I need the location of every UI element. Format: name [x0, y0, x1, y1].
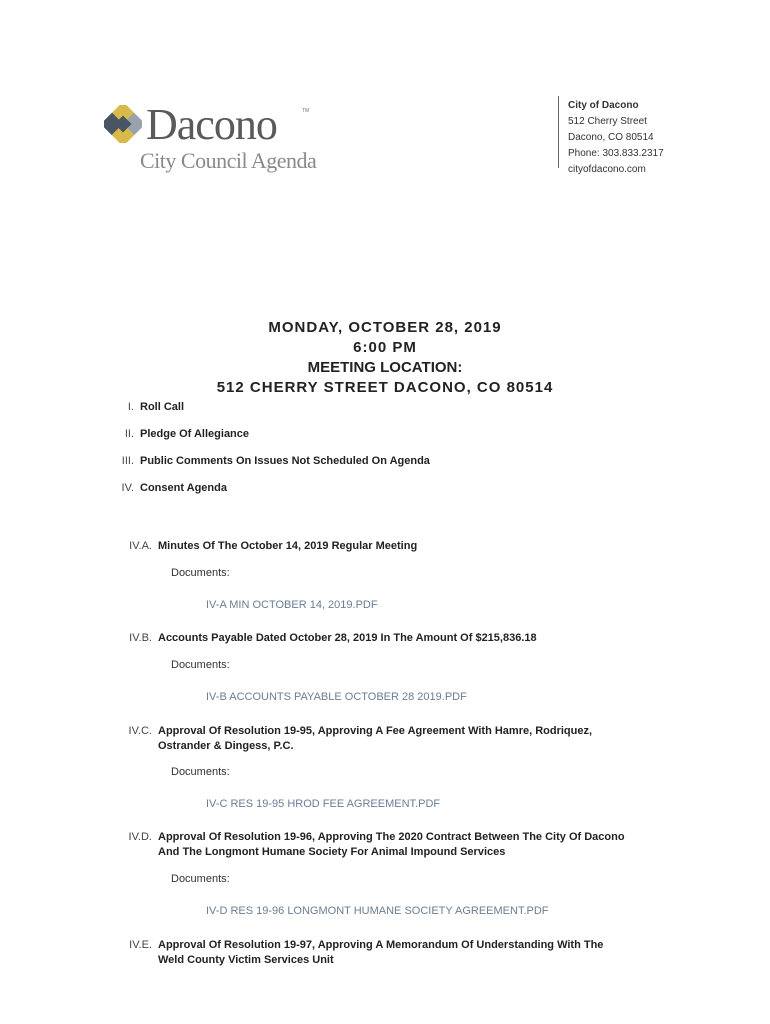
agenda-item-title: Consent Agenda — [140, 482, 227, 494]
meeting-address: 512 CHERRY STREET DACONO, CO 80514 — [216, 379, 554, 396]
document-link[interactable]: IV-D RES 19-96 LONGMONT HUMANE SOCIETY AGREEMENT.PDF — [206, 905, 549, 917]
agenda-item-number: IV. — [121, 482, 134, 494]
agenda-subitem-title: Approval Of Resolution 19-95, Approving A Fee Agreement With Hamre, Rodriquez, — [158, 725, 593, 737]
agenda-subitem-iv-a — [0, 539, 770, 554]
agenda-subitem-title: Minutes Of The October 14, 2019 Regular Meeting — [158, 540, 418, 552]
city-logo — [104, 100, 344, 180]
documents-label: Documents: — [171, 567, 230, 579]
agenda-subitem-number: IV.D. — [128, 831, 152, 843]
contact-phone: Phone: 303.833.2317 — [568, 148, 664, 159]
agenda-subitem-iv-d — [0, 830, 770, 860]
agenda-subtitle: City Council Agenda — [140, 148, 317, 173]
trademark-mark: TM — [302, 108, 310, 114]
meeting-time: 6:00 PM — [353, 339, 417, 356]
agenda-item-number: III. — [121, 455, 134, 467]
agenda-subitem-number: IV.E. — [129, 939, 152, 951]
agenda-subitem-iv-b — [0, 631, 770, 646]
contact-website[interactable]: cityofdacono.com — [568, 164, 646, 175]
agenda-subitem-title: Approval Of Resolution 19-96, Approving The 2020 Contract Between The City Of Dacono — [158, 831, 625, 843]
agenda-item-number: I. — [127, 401, 134, 413]
documents-label: Documents: — [171, 766, 230, 778]
agenda-subitem-title-line-2: Weld County Victim Services Unit — [158, 954, 334, 966]
brand-name: Dacono — [146, 100, 277, 149]
agenda-item-title: Roll Call — [140, 401, 185, 413]
agenda-subitem-iv-c — [0, 724, 770, 754]
agenda-subitem-title-line-2: And The Longmont Humane Society For Animal Impound Services — [158, 846, 506, 858]
agenda-item-pledge — [0, 427, 770, 442]
dacono-logo-mark-icon — [104, 105, 142, 143]
contact-city: Dacono, CO 80514 — [568, 132, 654, 143]
agenda-subitem-iv-e — [0, 938, 770, 968]
contact-street: 512 Cherry Street — [568, 116, 647, 127]
documents-label: Documents: — [171, 659, 230, 671]
contact-block — [568, 98, 664, 178]
agenda-item-title: Public Comments On Issues Not Scheduled On Agenda — [140, 455, 430, 467]
meeting-location-label: MEETING LOCATION: — [307, 359, 463, 376]
document-link[interactable]: IV-C RES 19-95 HROD FEE AGREEMENT.PDF — [206, 798, 441, 810]
contact-org: City of Dacono — [568, 100, 639, 111]
agenda-item-public-comments — [0, 454, 770, 469]
agenda-subitem-number: IV.A. — [129, 540, 152, 552]
agenda-subitem-number: IV.C. — [128, 725, 152, 737]
meeting-header — [0, 318, 770, 398]
documents-label: Documents: — [171, 873, 230, 885]
agenda-item-title: Pledge Of Allegiance — [140, 428, 250, 440]
agenda-subitem-title: Approval Of Resolution 19-97, Approving A Memorandum Of Understanding With The — [158, 939, 604, 951]
meeting-date: MONDAY, OCTOBER 28, 2019 — [268, 319, 502, 336]
agenda-subitem-title-line-2: Ostrander & Dingess, P.C. — [158, 740, 294, 752]
agenda-item-number: II. — [124, 428, 134, 440]
document-link[interactable]: IV-A MIN OCTOBER 14, 2019.PDF — [206, 599, 378, 611]
document-link[interactable]: IV-B ACCOUNTS PAYABLE OCTOBER 28 2019.PDF — [206, 691, 467, 703]
header-divider — [558, 96, 559, 168]
agenda-item-roll-call — [0, 400, 770, 415]
agenda-item-consent — [0, 481, 770, 496]
agenda-subitem-number: IV.B. — [129, 632, 152, 644]
agenda-subitem-title: Accounts Payable Dated October 28, 2019 In The Amount Of $215,836.18 — [158, 632, 537, 644]
